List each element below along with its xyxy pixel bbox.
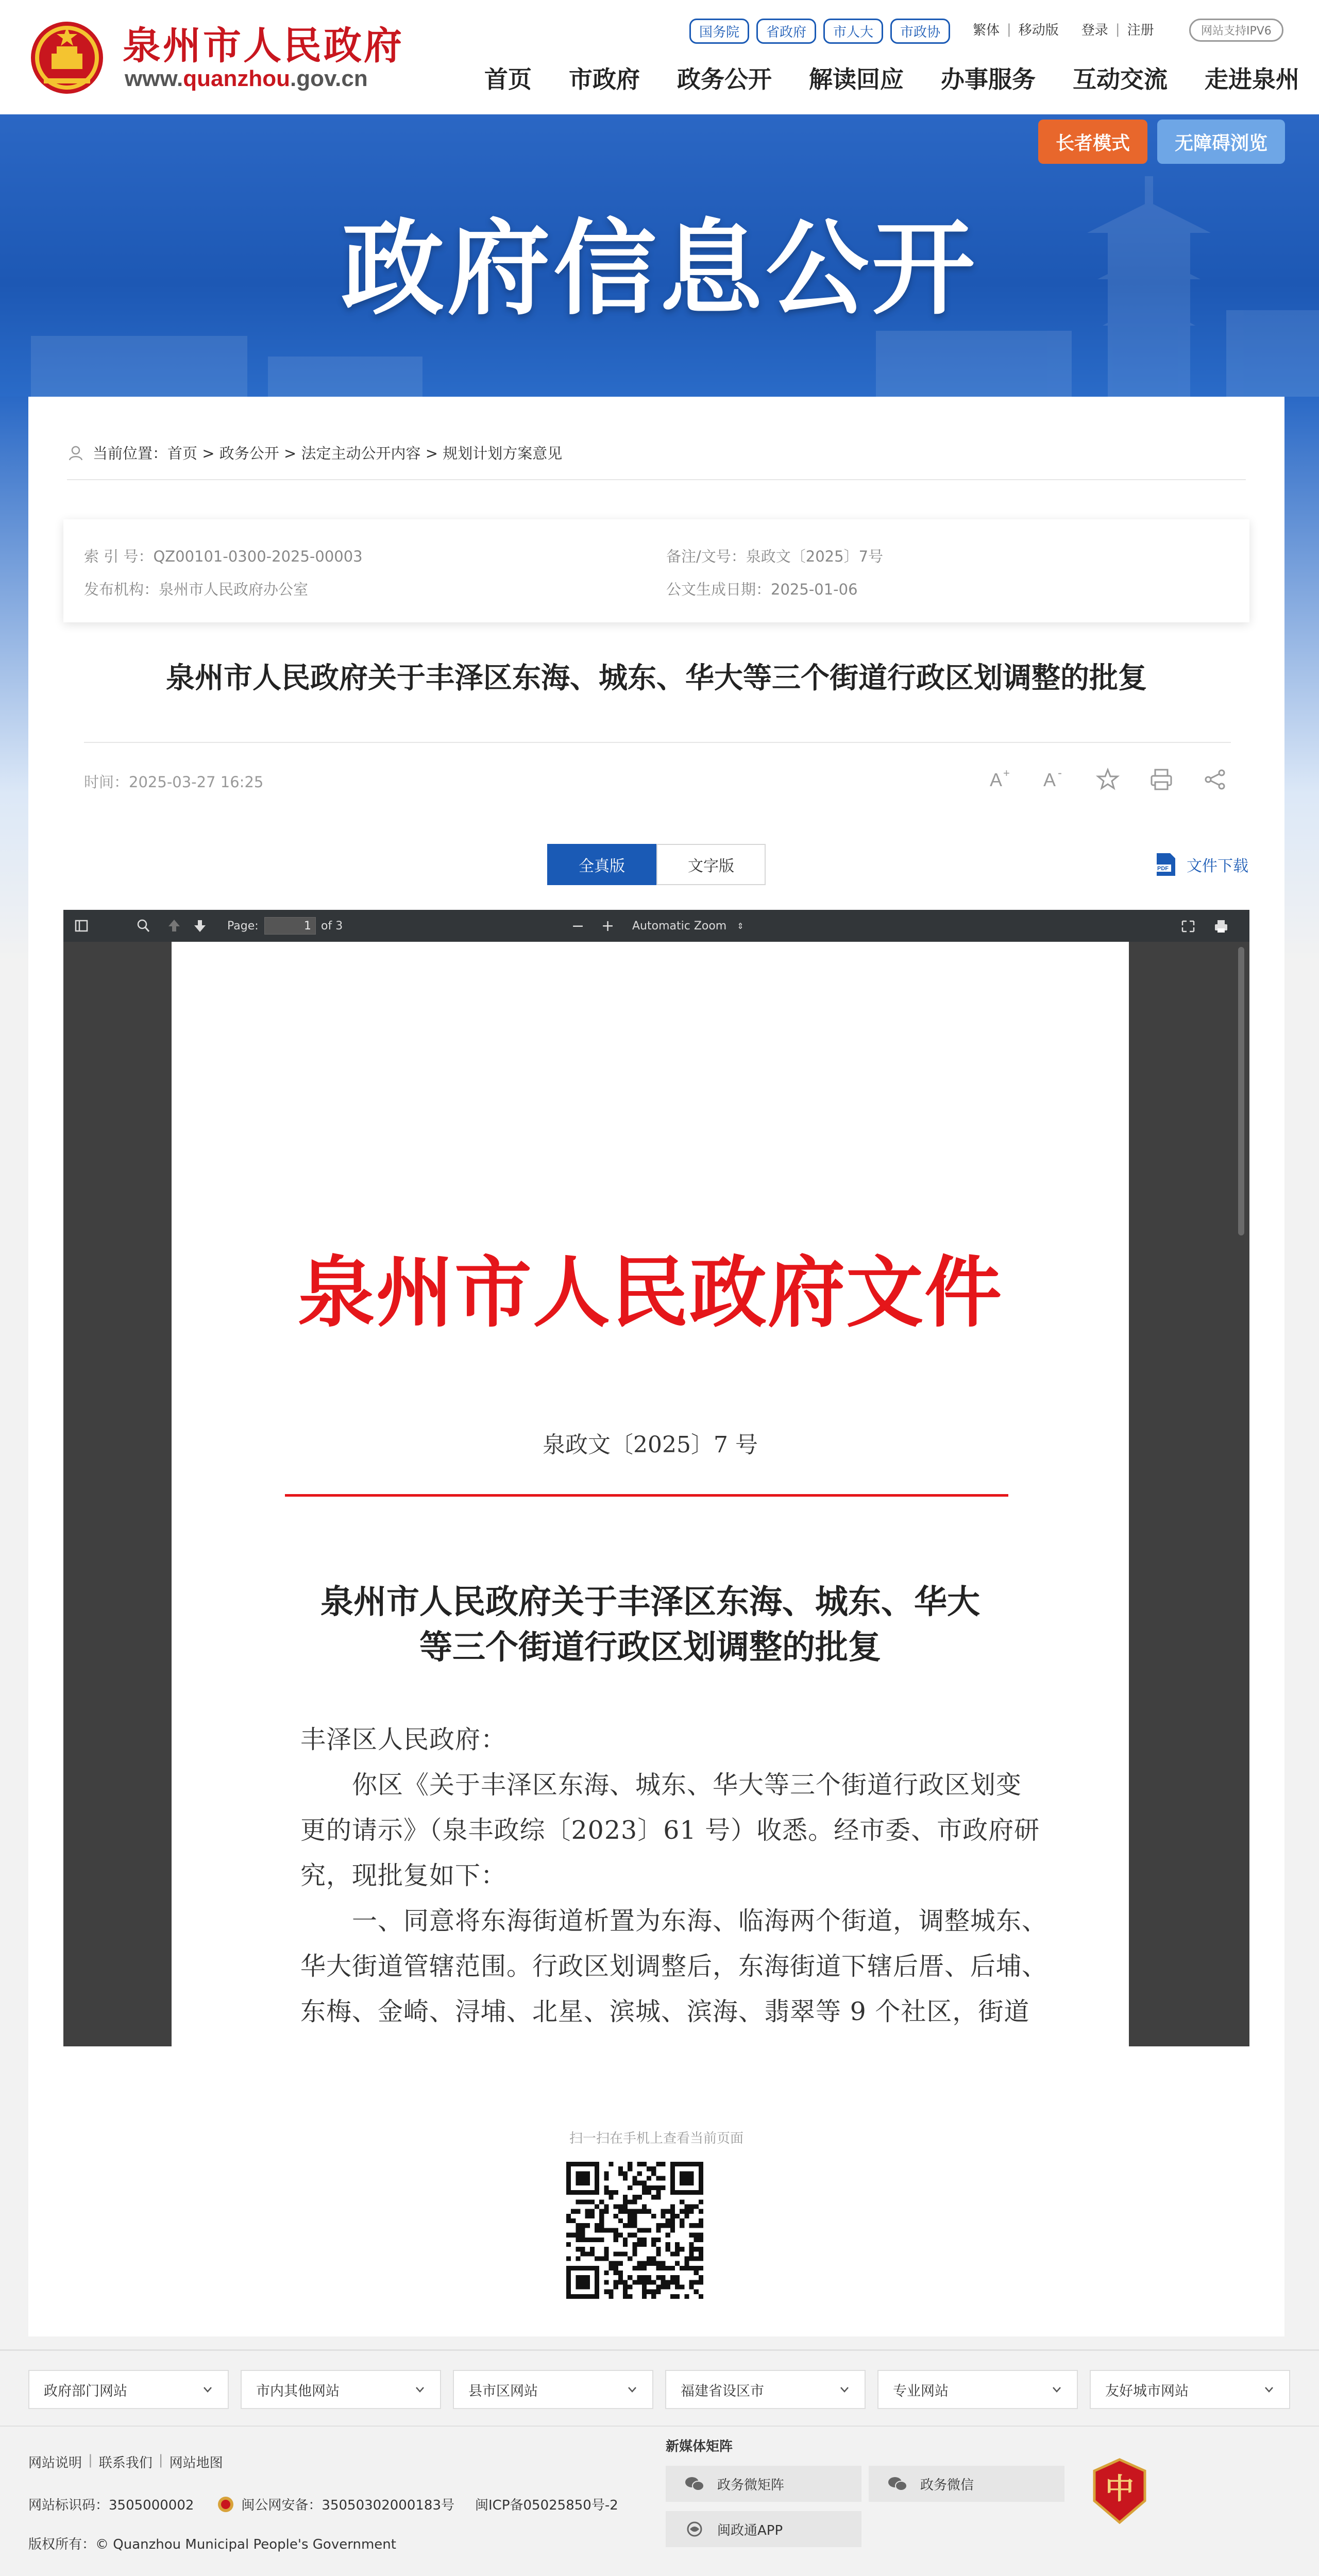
view-tabs [547, 844, 766, 885]
svg-text:A: A [990, 769, 1003, 790]
main-nav [484, 61, 1299, 95]
wechat-icon [684, 2476, 705, 2492]
site-domain [125, 66, 368, 92]
breadcrumb-label: 当前位置： [93, 445, 168, 462]
divider [67, 479, 1246, 480]
previous-page-icon[interactable] [166, 917, 182, 935]
top-link-province[interactable]: 省政府 [756, 19, 816, 44]
select-city-other-sites[interactable] [241, 2370, 441, 2409]
svg-text:-: - [1058, 766, 1062, 780]
select-label: 政府部门网站 [44, 2383, 127, 2399]
font-increase-icon[interactable] [987, 766, 1014, 793]
site-name[interactable]: 泉州市人民政府 [123, 24, 404, 68]
page-number-field[interactable] [264, 917, 316, 935]
meta-index-label: 索 引 号： [84, 548, 154, 565]
domain-highlight: quanzhou [183, 66, 290, 91]
login-link[interactable]: 登录 [1081, 23, 1108, 38]
breadcrumb-path[interactable]: 首页 > 政务公开 > 法定主动公开内容 > 规划计划方案意见 [167, 445, 563, 462]
util-links [973, 20, 1154, 39]
pdf-body-line: 更的请示》（泉丰政综〔2023〕61 号）收悉。经市委、市政府研 [300, 1816, 1040, 1845]
meta-index-value: QZ00101-0300-2025-00003 [153, 548, 363, 565]
pdf-file-icon [1155, 852, 1177, 877]
red-divider-line [285, 1494, 1008, 1497]
website-selects [28, 2370, 1290, 2409]
media-label: 政务微信 [920, 2477, 974, 2493]
svg-text:+: + [1003, 767, 1010, 779]
accessible-browse-button[interactable]: 无障碍浏览 [1157, 120, 1285, 164]
pdf-body-line: 你区《关于丰泽区东海、城东、华大等三个街道行政区划变 [300, 1770, 1022, 1800]
top-link-cppcc[interactable]: 市政协 [890, 19, 950, 44]
separator: | [1007, 21, 1011, 37]
register-link[interactable]: 注册 [1127, 23, 1154, 38]
favorite-star-icon[interactable] [1094, 766, 1122, 793]
domain-suffix: .gov.cn [290, 66, 368, 91]
page-total: of 3 [321, 919, 343, 933]
police-record[interactable]: 闽公网安备：35050302000183号 [241, 2498, 455, 2513]
print-icon[interactable] [1147, 766, 1175, 793]
content-panel [28, 397, 1284, 2336]
nav-services[interactable]: 办事服务 [941, 65, 1036, 93]
pdf-body-line: 丰泽区人民政府： [300, 1725, 507, 1754]
fullscreen-icon[interactable] [1180, 917, 1196, 935]
top-links [689, 19, 950, 44]
font-decrease-icon[interactable] [1040, 766, 1068, 793]
nav-home[interactable]: 首页 [484, 65, 532, 93]
pdf-scrollbar[interactable] [1238, 947, 1244, 1235]
footer-registrations [28, 2495, 618, 2514]
top-link-congress[interactable]: 市人大 [823, 19, 883, 44]
select-fujian-cities[interactable] [665, 2370, 866, 2409]
banner-title: 政府信息公开 [341, 209, 978, 329]
copyright: 版权所有：© Quanzhou Municipal People's Government [28, 2537, 396, 2552]
media-label: 政务微矩阵 [717, 2477, 785, 2493]
select-label: 县市区网站 [468, 2383, 538, 2399]
select-label: 友好城市网站 [1105, 2383, 1189, 2399]
mobile-version-link[interactable]: 移动版 [1018, 23, 1059, 38]
meta-org [84, 578, 308, 599]
select-label: 市内其他网站 [256, 2383, 340, 2399]
divider [84, 742, 1231, 743]
svg-text:PDF: PDF [1157, 866, 1169, 872]
pdf-body-line: 东梅、金崎、浔埔、北星、滨城、滨海、翡翠等 9 个社区，街道 [300, 1997, 1030, 2026]
svg-text:中: 中 [1105, 2472, 1134, 2506]
meta-org-label: 发布机构： [84, 581, 159, 598]
zoom-select-value: Automatic Zoom [632, 919, 727, 933]
document-number: 泉政文〔2025〕7 号 [543, 1432, 758, 1458]
meta-date-value: 2025-01-06 [771, 581, 858, 598]
media-heading: 新媒体矩阵 [666, 2439, 733, 2454]
footer-links [28, 2452, 223, 2471]
zoom-out-icon[interactable]: − [571, 917, 585, 935]
tab-full-version[interactable]: 全真版 [547, 844, 656, 885]
pdf-page [172, 942, 1129, 2046]
file-download-label[interactable]: 文件下载 [1187, 857, 1248, 875]
publish-time-label: 时间： [84, 773, 129, 791]
chevron-down-icon [1051, 2384, 1062, 2395]
site-id: 网站标识码：3505000002 [28, 2498, 194, 2513]
breadcrumb [67, 442, 562, 463]
chevron-down-icon [202, 2384, 213, 2395]
document-meta-box [63, 519, 1249, 622]
select-label: 福建省设区市 [681, 2383, 764, 2399]
next-page-icon[interactable] [192, 917, 208, 935]
pdf-title-line: 泉州市人民政府关于丰泽区东海、城东、华大 [320, 1583, 980, 1621]
nav-city-government[interactable]: 市政府 [569, 65, 640, 93]
wechat-icon [887, 2476, 908, 2492]
nav-about-quanzhou[interactable]: 走进泉州 [1205, 65, 1299, 93]
meta-docno [666, 545, 883, 566]
qr-caption: 扫一扫在手机上查看当前页面 [569, 2131, 743, 2146]
site-header [0, 0, 1319, 114]
meta-date [666, 578, 858, 599]
red-header-title: 泉州市人民政府文件 [297, 1247, 1003, 1338]
chevron-down-icon [839, 2384, 850, 2395]
page-label: Page: [227, 919, 259, 933]
search-icon[interactable] [136, 917, 151, 935]
divider [0, 2426, 1319, 2427]
pdf-title-line: 等三个街道行政区划调整的批复 [419, 1628, 881, 1667]
elder-mode-button[interactable]: 长者模式 [1038, 120, 1147, 164]
police-badge-icon [216, 2495, 235, 2514]
meta-org-value: 泉州市人民政府办公室 [159, 581, 309, 598]
select-friendly-cities[interactable] [1090, 2370, 1290, 2409]
share-icon[interactable] [1201, 766, 1229, 793]
chevron-down-icon [1263, 2384, 1275, 2395]
pdf-body-line: 究，现批复如下： [300, 1861, 507, 1890]
page-number-input[interactable]: 1 [264, 917, 316, 935]
traditional-chinese-link[interactable]: 繁体 [973, 23, 1000, 38]
top-link-state-council[interactable]: 国务院 [689, 19, 749, 44]
ipv6-badge: 网站支持IPV6 [1189, 19, 1283, 42]
sidebar-toggle-icon[interactable] [74, 917, 89, 935]
meta-index [84, 545, 363, 566]
chevron-down-icon [627, 2384, 638, 2395]
meta-docno-label: 备注/文号： [666, 548, 746, 565]
site-footer [0, 2349, 1319, 2576]
pdf-print-icon[interactable] [1213, 917, 1229, 935]
tab-text-version[interactable]: 文字版 [656, 844, 766, 885]
party-government-badge-icon[interactable] [1091, 2458, 1148, 2524]
separator: | [1115, 21, 1120, 37]
nav-interpretation[interactable]: 解读回应 [809, 65, 904, 93]
pdf-toolbar [63, 910, 1249, 942]
national-emblem-icon[interactable] [28, 16, 106, 99]
location-person-icon [67, 444, 84, 462]
media-label: 闽政通APP [717, 2522, 783, 2538]
contact-link[interactable]: 联系我们 [98, 2455, 153, 2471]
publish-time [84, 771, 263, 792]
pdf-viewer[interactable] [63, 910, 1249, 2046]
media-wechat[interactable] [869, 2466, 1064, 2502]
pdf-body-line: 一、同意将东海街道析置为东海、临海两个街道，调整城东、 [300, 1906, 1048, 1936]
chevron-updown-icon: ⇕ [737, 921, 744, 931]
nav-government-affairs[interactable]: 政务公开 [677, 65, 772, 93]
publish-time-value: 2025-03-27 16:25 [129, 773, 264, 791]
site-info-link[interactable]: 网站说明 [28, 2455, 82, 2471]
app-swirl-icon [684, 2521, 705, 2537]
zoom-select[interactable] [632, 917, 744, 935]
separator: | [158, 2452, 163, 2468]
divider [0, 2349, 1319, 2351]
article-title: 泉州市人民政府关于丰泽区东海、城东、华大等三个街道行政区划调整的批复 [166, 662, 1147, 695]
select-label: 专业网站 [893, 2383, 949, 2399]
zoom-in-icon[interactable]: + [601, 917, 615, 935]
sitemap-link[interactable]: 网站地图 [169, 2455, 223, 2471]
meta-docno-value: 泉政文〔2025〕7号 [746, 548, 884, 565]
select-department-sites[interactable] [28, 2370, 229, 2409]
article-tools [987, 766, 1229, 793]
domain-prefix: www. [125, 66, 183, 91]
icp-record[interactable]: 闽ICP备05025850号-2 [475, 2498, 618, 2513]
media-weibo-matrix[interactable] [666, 2466, 861, 2502]
meta-date-label: 公文生成日期： [666, 581, 771, 598]
media-minzhengtong-app[interactable] [666, 2511, 861, 2547]
banner [0, 114, 1319, 397]
qr-code-icon [566, 2162, 703, 2299]
svg-text:A: A [1043, 769, 1056, 790]
nav-interaction[interactable]: 互动交流 [1073, 65, 1168, 93]
pdf-body-line: 华大街道管辖范围。行政区划调整后，东海街道下辖后厝、后埔、 [300, 1952, 1048, 1981]
separator: | [88, 2452, 93, 2468]
chevron-down-icon [414, 2384, 426, 2395]
file-download-link[interactable] [1155, 852, 1248, 877]
select-professional-sites[interactable] [877, 2370, 1078, 2409]
select-county-sites[interactable] [453, 2370, 653, 2409]
